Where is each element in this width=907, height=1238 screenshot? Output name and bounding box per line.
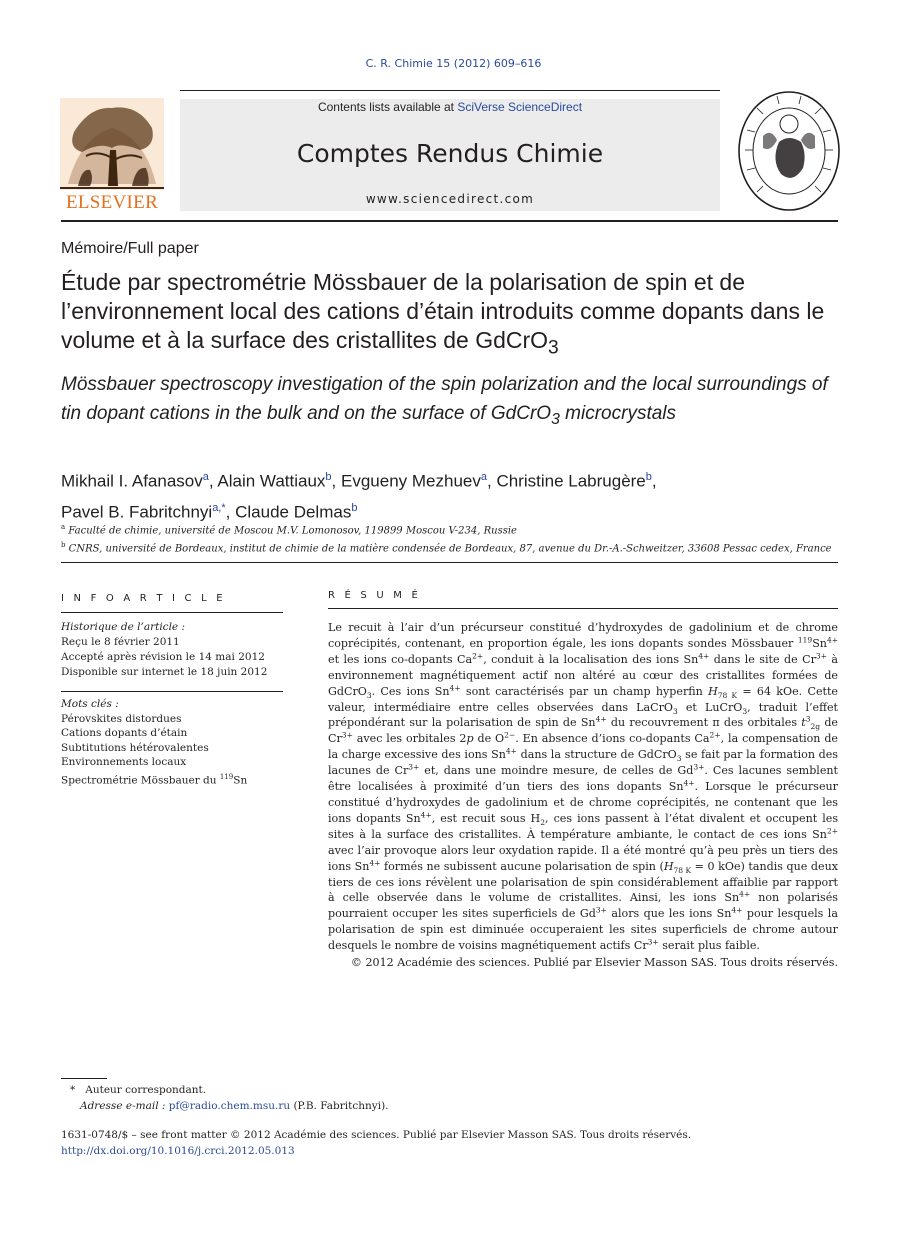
affiliation-mark: b [61, 541, 66, 550]
author-separator: , [487, 471, 497, 491]
author-list [61, 464, 841, 525]
contents-line [180, 100, 720, 114]
elsevier-wordmark: ELSEVIER [65, 192, 159, 213]
author-affiliation-mark[interactable]: b [325, 471, 332, 483]
author-separator: , [331, 471, 341, 491]
affiliation-item [61, 520, 841, 538]
abstract-paragraph: Le recuit à l’air d’un précurseur constitué d’hydroxydes de gadolinium et de chrome coprécipités, contenant, en proportion égale, les ions dopants sondes Mössbauer $^{119}Sn^{4+}$ et les ions co-dopants $Ca^{2+}$, conduit à la localisation des ions $Sn^{4+}$ dans le site de $Cr^{3+}$ à environnement magnétiquement actif non altéré au cœur des cristallites formées de GdCrO$_3$. Ces ions $Sn^{4+}$ sont caractérisés par un champ hyperfin $H_{78 K} = 64$ kOe. Cette valeur, intermédiaire entre celles observées dans LaCrO$_3$ et LuCrO$_3$, traduit l’effet prépondérant sur la polarisation de spin de $Sn^{4+}$ du recouvrement π des orbitales $t^3_{2g}$ de $Cr^{3+}$ avec les orbitales 2p de $O^{2-}$. En absence d’ions co-dopants $Ca^{2+}$, la compensation de la charge excessive des ions $Sn^{4+}$ dans la structure de GdCrO$_3$ se fait par la formation des lacunes de $Cr^{3+}$ et, dans une moindre mesure, de celles de $Gd^{3+}$. Ces lacunes semblent être localisées à proximité d’un tiers des ions dopants $Sn^{4+}$. Lorsque le précurseur constitué d’hydroxydes de gadolinium et de chrome coprécipités, ne contenant que les ions dopants $Sn^{4+}$, est recuit sous $H_2$, ces ions passent à l’état divalent et occupent les sites à la surface des cristallites. À température ambiante, le contact de ces ions $Sn^{2+}$ avec l’air provoque alors leur oxydation rapide. Il a été montré qu’à peu près un tiers des ions $Sn^{4+}$ formés ne subissent aucune polarisation de spin ($H_{78 K} = 0$ kOe) tandis que deux tiers de ces ions révèlent une polarisation de spin considérablement affaiblie par rapport à celle observée dans le volume de cristallites. Ainsi, les ions $Sn^{4+}$ non polarisés pourraient occuper les sites superficiels de $Gd^{3+}$ alors que les ions $Sn^{4+}$ pour lesquels la polarisation de spin est diminuée occuperaient les sites superficiels de chrome autour desquels le nombre de voisins magnétiquement actifs $Cr^{3+}$ serait plus faible. [328, 621, 839, 953]
author-affiliation-mark[interactable]: b [351, 501, 358, 514]
info-rule-middle [61, 691, 283, 692]
affiliation-item [61, 538, 841, 556]
author-name: Pavel B. Fabritchnyi [61, 502, 213, 522]
keyword-tail: Sn [233, 774, 248, 786]
author-affiliation-mark[interactable]: a [202, 471, 209, 483]
contents-prefix: Contents lists available at [317, 100, 458, 114]
author-name: Alain Wattiaux [217, 471, 326, 491]
keyword-text: Spectrométrie Mössbauer du [61, 774, 220, 786]
sciencedirect-link[interactable]: SciVerse ScienceDirect [457, 100, 583, 114]
affiliations [61, 520, 841, 557]
corresponding-label: Auteur correspondant. [85, 1084, 207, 1096]
affiliation-text: CNRS, université de Bordeaux, institut de chimie de la matière condensée de Bordeaux, 87, avenue du Dr.-A.-Schweitzer, 33608 Pessac cedex, France [68, 543, 832, 555]
title-fr-main: Étude par spectrométrie Mössbauer de la polarisation de spin et de l’environnement local des cations d’étain introduits comme dopants dans le volume et à la surface des cristallites de GdCrO [61, 269, 825, 353]
email-label: Adresse e-mail : [80, 1099, 166, 1112]
academie-seal-logo [737, 90, 841, 212]
author-affiliation-mark[interactable]: a [480, 471, 487, 483]
page-footer [61, 1128, 841, 1159]
doi-link[interactable]: http://dx.doi.org/10.1016/j.crci.2012.05.013 [61, 1144, 295, 1157]
history-label: Historique de l’article : [61, 621, 186, 633]
abstract-body [328, 620, 838, 971]
history-item: Disponible sur internet le 18 juin 2012 [61, 666, 268, 678]
affiliation-mark: a [61, 523, 66, 531]
keyword-item: Subtitutions hétérovalentes [61, 741, 209, 754]
author-affiliation-mark[interactable]: a,* [212, 501, 226, 514]
author-separator: , [208, 471, 218, 491]
author-name: Christine Labrugère [496, 471, 646, 491]
keywords-label: Mots clés : [61, 698, 119, 710]
abstract-copyright: © 2012 Académie des sciences. Publié par Elsevier Masson SAS. Tous droits réservés. [350, 956, 838, 970]
header-top-rule [180, 90, 720, 91]
info-rule-top [61, 612, 283, 613]
info-article-heading: I N F O A R T I C L E [61, 593, 226, 604]
email-link[interactable]: pf@radio.chem.msu.ru [168, 1099, 291, 1112]
author-affiliation-mark[interactable]: b [645, 471, 652, 483]
title-en-subscript: 3 [551, 410, 560, 428]
footnote-rule [61, 1078, 107, 1079]
keyword-item: Environnements locaux [61, 756, 187, 768]
keyword-item: Cations dopants d’étain [61, 727, 188, 739]
header-bottom-rule [61, 220, 838, 222]
footnote-mark: * [70, 1084, 76, 1096]
author-name: Mikhail I. Afanasov [61, 471, 203, 491]
author-name: Claude Delmas [235, 502, 352, 522]
paper-type: Mémoire/Full paper [61, 240, 199, 257]
resume-rule [328, 608, 838, 609]
keyword-item [61, 770, 283, 788]
issn-line: 1631-0748/$ – see front matter © 2012 Académie des sciences. Publié par Elsevier Masson SAS. Tous droits réservés. [61, 1129, 692, 1141]
corresponding-footnote [70, 1083, 570, 1114]
journal-url[interactable]: www.sciencedirect.com [365, 192, 535, 206]
keyword-item: Pérovskites distordues [61, 712, 182, 725]
history-item: Accepté après révision le 14 mai 2012 [61, 651, 265, 663]
affiliation-rule [61, 562, 838, 563]
email-owner: (P.B. Fabritchnyi). [293, 1099, 389, 1112]
affiliation-text: Faculté de chimie, université de Moscou M.V. Lomonosov, 119899 Moscou V-234, Russie [68, 525, 517, 537]
history-item: Reçu le 8 février 2011 [61, 636, 180, 648]
keyword-superscript: 119 [219, 772, 234, 781]
author-name: Evgueny Mezhuev [341, 471, 481, 491]
title-en-tail: microcrystals [559, 403, 677, 424]
title-en-main: Mössbauer spectroscopy investigation of the spin polarization and the local surroundings of tin dopant cations in the bulk and on the surface of GdCrO [61, 374, 828, 424]
title-french [61, 268, 841, 363]
journal-reference[interactable]: C. R. Chimie 15 (2012) 609–616 [365, 57, 542, 70]
title-english [61, 370, 841, 434]
resume-heading: R É S U M É [328, 590, 421, 601]
article-history [61, 620, 283, 680]
author-separator: , [225, 502, 236, 522]
keywords [61, 697, 283, 788]
journal-title: Comptes Rendus Chimie [296, 139, 604, 168]
title-fr-subscript: 3 [548, 337, 559, 359]
author-separator: , [651, 471, 657, 491]
